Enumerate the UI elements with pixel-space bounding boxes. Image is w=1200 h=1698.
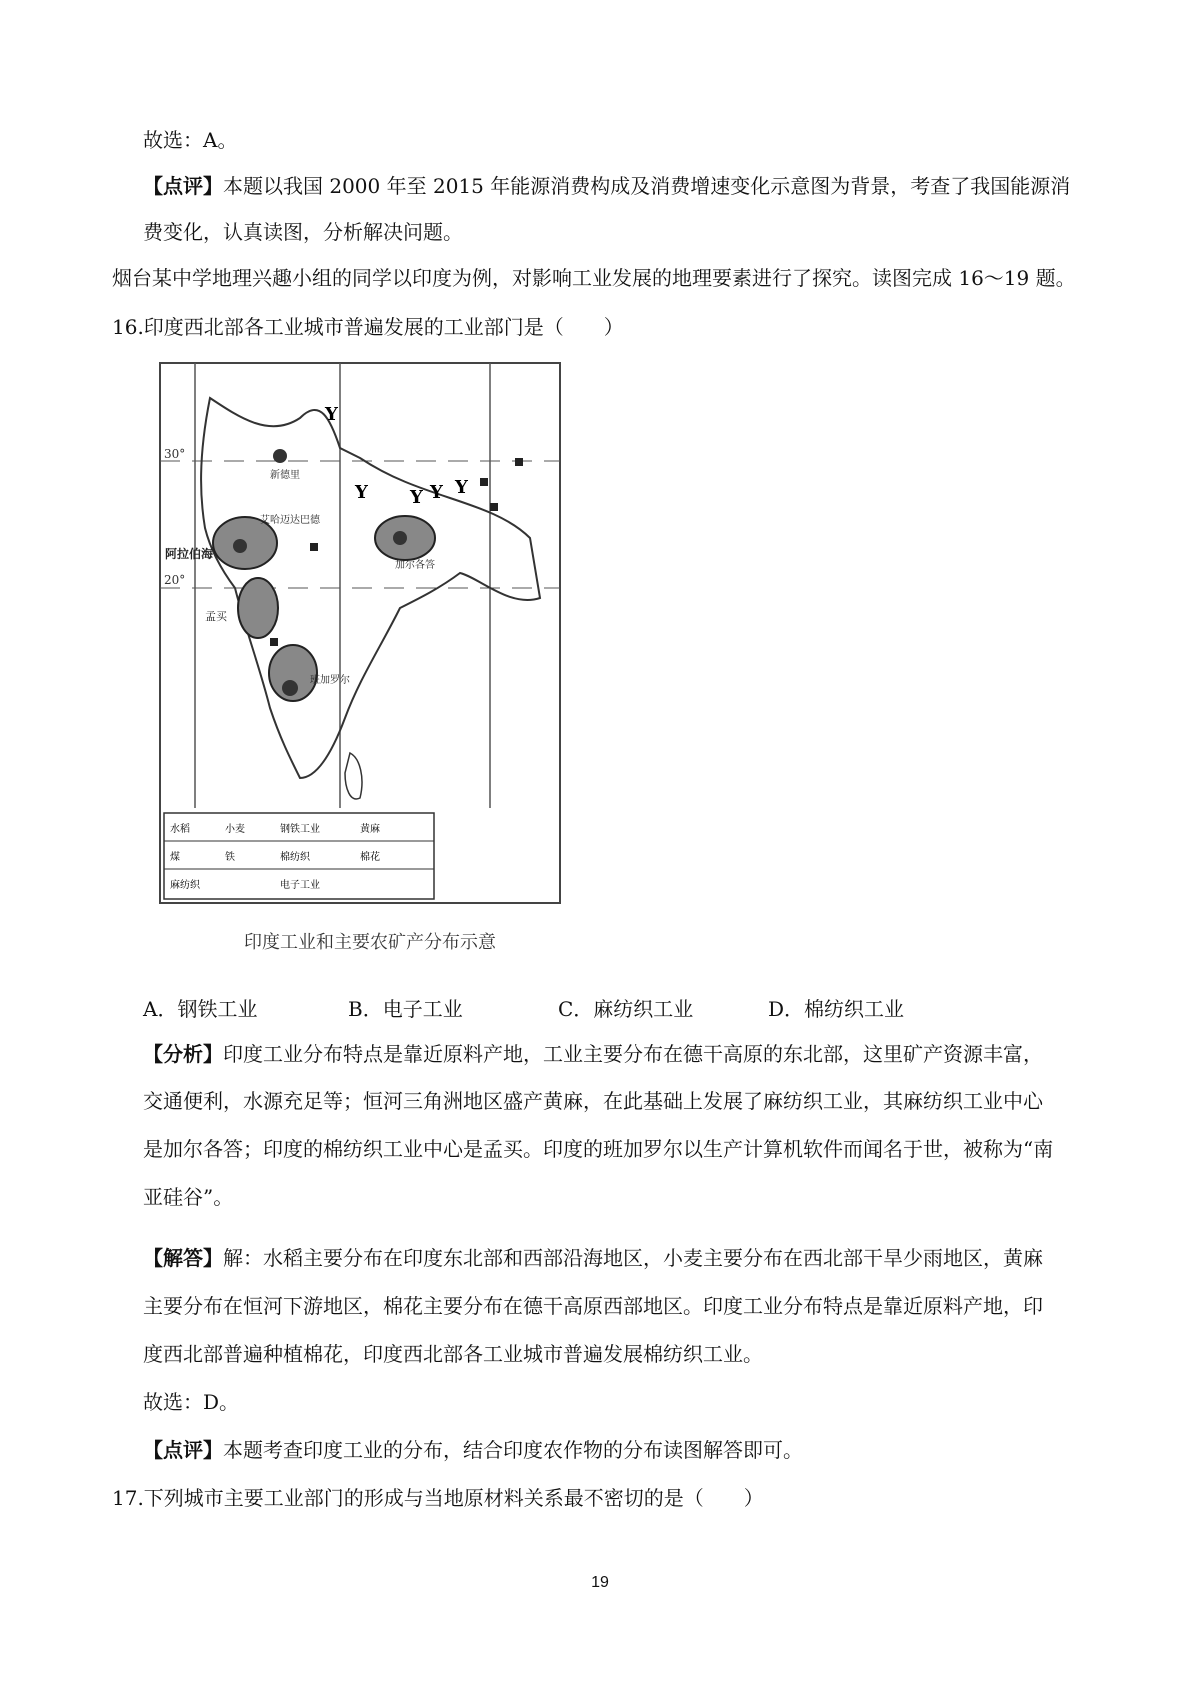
solution-line-3: 度西北部普遍种植棉花，印度西北部各工业城市普遍发展棉纺织工业。 [143, 1342, 763, 1366]
solution-line-1: 【解答】解：水稻主要分布在印度东北部和西部沿海地区，小麦主要分布在西北部干旱少雨地区，黄麻 [143, 1246, 1043, 1270]
crop-symbol: Y [455, 477, 468, 498]
legend-item: 小麦 [225, 824, 245, 835]
legend-item: 麻纺织 [170, 880, 200, 891]
india-industry-map [150, 358, 590, 968]
answer-prev: 故选：A。 [143, 128, 238, 152]
analysis-line-4: 亚硅谷”。 [143, 1185, 234, 1209]
analysis-line-3: 是加尔各答；印度的棉纺织工业中心是孟买。印度的班加罗尔以生产计算机软件而闻名于世，被称为“南 [143, 1137, 1054, 1161]
comment-tag: 【点评】 [143, 1438, 223, 1462]
question-16: 16.印度西北部各工业城市普遍发展的工业部门是（ ） [112, 315, 624, 339]
figure-caption: 印度工业和主要农矿产分布示意 [244, 932, 496, 953]
legend-item: 铁 [225, 852, 235, 863]
answer-options [143, 993, 1043, 1023]
comment-prev [143, 172, 1070, 200]
mineral-symbol [310, 543, 318, 551]
legend-item: 电子工业 [280, 880, 320, 891]
solution-line-2: 主要分布在恒河下游地区，棉花主要分布在德干高原西部地区。印度工业分布特点是靠近原料产地，印 [143, 1294, 1043, 1318]
crop-symbol: Y [410, 487, 423, 508]
question-17: 17.下列城市主要工业部门的形成与当地原材料关系最不密切的是（ ） [112, 1486, 764, 1510]
legend-item: 钢铁工业 [280, 824, 320, 835]
solution-tag: 【解答】 [143, 1246, 223, 1270]
legend-item: 棉纺织 [280, 852, 310, 863]
analysis-line-1: 【分析】印度工业分布特点是靠近原料产地，工业主要分布在德干高原的东北部，这里矿产资源丰富， [143, 1042, 1043, 1066]
city-marker [393, 531, 407, 545]
comment-prev-cont: 费变化，认真读图，分析解决问题。 [143, 220, 463, 244]
option-d[interactable]: D．棉纺织工业 [768, 997, 905, 1021]
option-b[interactable]: B．电子工业 [348, 997, 463, 1021]
comment-tag: 【点评】 [143, 174, 223, 198]
city-label: 新德里 [270, 470, 300, 481]
comment-text: 本题以我国 2000 年至 2015 年能源消费构成及消费增速变化示意图为背景，考查了我国能源消 [223, 174, 1071, 198]
region-mumbai [238, 578, 278, 638]
mineral-symbol [270, 638, 278, 646]
legend-item: 煤 [170, 852, 180, 863]
city-label: 加尔各答 [395, 560, 435, 571]
city-label: 班加罗尔 [310, 675, 350, 686]
answer-16: 故选：D。 [143, 1390, 240, 1414]
city-marker [282, 680, 298, 696]
crop-symbol: Y [355, 482, 368, 503]
city-marker [273, 449, 287, 463]
city-label: 孟买 [205, 610, 227, 623]
analysis-tag: 【分析】 [143, 1042, 223, 1066]
crop-symbol: Y [430, 482, 443, 503]
lat-label-30: 30° [164, 447, 186, 461]
city-label: 艾哈迈达巴德 [260, 515, 320, 526]
lat-label-20: 20° [164, 573, 186, 587]
legend-item: 棉花 [360, 852, 380, 863]
city-marker [233, 539, 247, 553]
legend-item: 水稻 [170, 824, 190, 835]
page-number: 19 [591, 1574, 609, 1591]
mineral-symbol [515, 458, 523, 466]
comment-16: 【点评】本题考查印度工业的分布，结合印度农作物的分布读图解答即可。 [143, 1438, 803, 1462]
option-a[interactable]: A．钢铁工业 [143, 997, 258, 1021]
analysis-line-2: 交通便利，水源充足等；恒河三角洲地区盛产黄麻，在此基础上发展了麻纺织工业，其麻纺织工业中心 [143, 1089, 1043, 1113]
mineral-symbol [490, 503, 498, 511]
option-c[interactable]: C．麻纺织工业 [558, 997, 694, 1021]
legend-item: 黄麻 [360, 824, 380, 835]
intro-text: 烟台某中学地理兴趣小组的同学以印度为例，对影响工业发展的地理要素进行了探究。读图完成 16～19 题。 [112, 266, 1076, 290]
mineral-symbol [480, 478, 488, 486]
sea-label: 阿拉伯海 [165, 547, 214, 561]
crop-symbol: Y [325, 404, 338, 425]
